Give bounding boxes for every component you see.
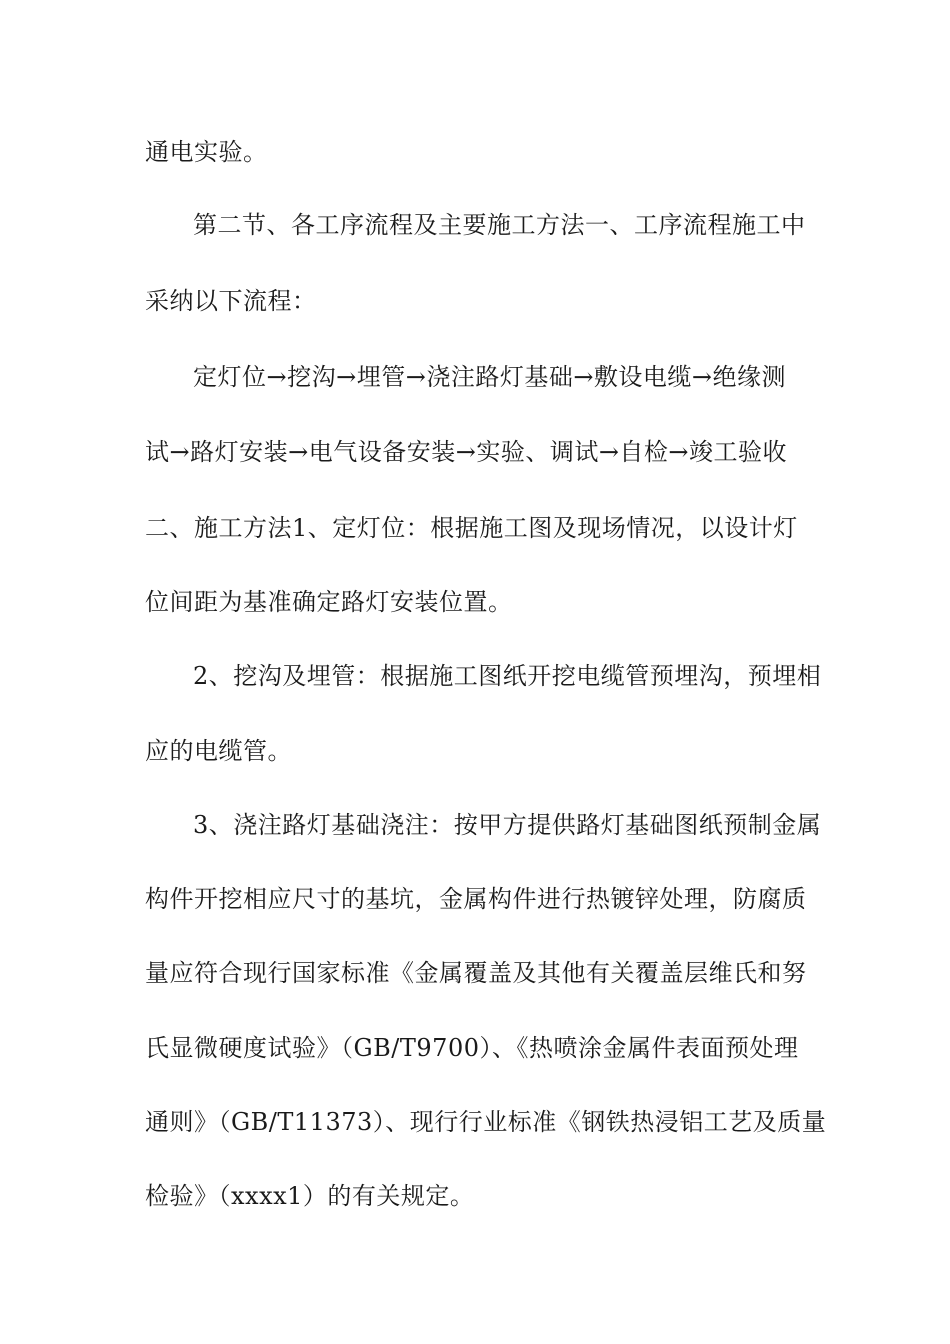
- text-line: 2、挖沟及埋管：根据施工图纸开挖电缆管预埋沟，预埋相: [193, 662, 822, 690]
- text-line: 检验》（xxxx1）的有关规定。: [145, 1182, 475, 1210]
- text-line: 采纳以下流程：: [145, 287, 317, 315]
- text-line: 通则》（GB/T11373）、现行行业标准《钢铁热浸铝工艺及质量: [145, 1108, 827, 1136]
- text-line: 3、浇注路灯基础浇注：按甲方提供路灯基础图纸预制金属: [193, 811, 822, 839]
- text-line: 位间距为基准确定路灯安装位置。: [145, 588, 513, 616]
- text-line: 构件开挖相应尺寸的基坑，金属构件进行热镀锌处理，防腐质: [145, 885, 807, 913]
- text-line: 应的电缆管。: [145, 737, 292, 765]
- text-line: 氏显微硬度试验》（GB/T9700）、《热喷涂金属件表面预处理: [145, 1034, 799, 1062]
- text-line: 通电实验。: [145, 138, 268, 166]
- text-line: 定灯位→挖沟→埋管→浇注路灯基础→敷设电缆→绝缘测: [193, 363, 787, 391]
- text-line: 试→路灯安装→电气设备安装→实验、调试→自检→竣工验收: [145, 438, 788, 466]
- text-line: 二、施工方法1、定灯位：根据施工图及现场情况，以设计灯: [145, 514, 798, 542]
- text-line: 量应符合现行国家标准《金属覆盖及其他有关覆盖层维氏和努: [145, 959, 807, 987]
- text-line: 第二节、各工序流程及主要施工方法一、工序流程施工中: [193, 211, 806, 239]
